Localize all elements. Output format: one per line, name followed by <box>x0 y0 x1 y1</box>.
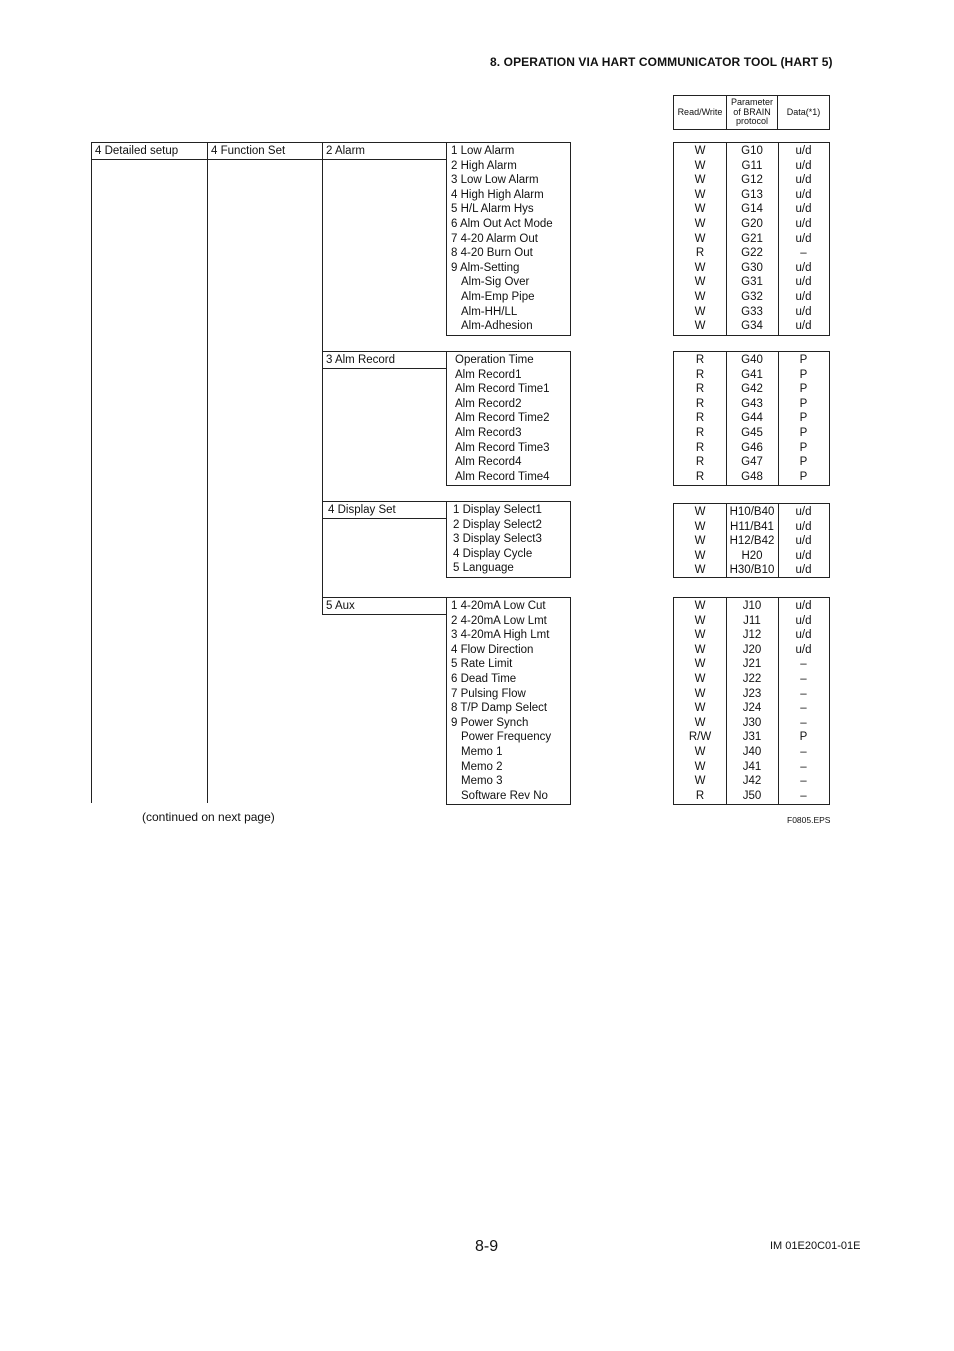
menu-item: Software Rev No <box>461 789 548 802</box>
document-id: IM 01E20C01-01E <box>770 1240 861 1252</box>
menu-item: Alm Record2 <box>455 397 522 410</box>
parameter-cell: G21 <box>741 232 763 245</box>
read-write-cell: W <box>694 520 706 533</box>
menu-item: 9 Alm-Setting <box>451 261 520 274</box>
parameter-cell: G33 <box>741 305 763 318</box>
parameter-cell: G30 <box>741 261 763 274</box>
parameter-cell: G43 <box>741 397 763 410</box>
read-write-cell: W <box>694 629 706 642</box>
data-cell: – <box>800 247 807 260</box>
data-cell: – <box>800 716 807 729</box>
menu-item-list <box>446 351 571 486</box>
menu-item: 8 4-20 Burn Out <box>451 247 533 260</box>
data-cell: P <box>799 354 808 366</box>
data-cell: – <box>800 702 807 715</box>
menu-item: Memo 2 <box>461 760 503 773</box>
parameter-cell: J20 <box>742 643 762 656</box>
menu-item: 2 4-20mA Low Lmt <box>451 614 547 627</box>
header-parameter: Parameter of BRAIN protocol <box>726 96 778 129</box>
parameter-cell: H10/B40 <box>729 506 775 518</box>
menu-item: 5 H/L Alarm Hys <box>451 203 534 216</box>
menu-item-list <box>446 501 571 578</box>
parameter-table <box>673 142 830 336</box>
data-cell: u/d <box>795 217 812 230</box>
parameter-cell: J31 <box>742 731 762 744</box>
read-write-cell: R <box>695 368 705 381</box>
read-write-cell: W <box>694 702 706 715</box>
read-write-cell: R <box>695 354 705 366</box>
read-write-cell: W <box>694 614 706 627</box>
read-write-cell: R/W <box>688 731 712 744</box>
menu-item: Alm-Adhesion <box>461 320 533 333</box>
data-cell: P <box>799 456 808 469</box>
parameter-cell: G48 <box>741 470 763 483</box>
read-write-cell: W <box>694 672 706 685</box>
read-write-cell: W <box>694 535 706 548</box>
menu-item: 8 T/P Damp Select <box>451 702 548 715</box>
menu-item: 1 Display Select1 <box>453 504 542 516</box>
header-data: Data(*1) <box>786 106 821 117</box>
read-write-cell: W <box>694 203 706 216</box>
data-cell: u/d <box>795 629 812 642</box>
read-write-cell: R <box>695 412 705 425</box>
data-cell: u/d <box>795 535 812 548</box>
menu-item: Memo 3 <box>461 775 503 788</box>
parameter-cell: G12 <box>741 174 763 187</box>
read-write-cell: W <box>694 305 706 318</box>
data-cell: – <box>800 760 807 773</box>
read-write-cell: W <box>694 760 706 773</box>
menu-item: 6 Alm Out Act Mode <box>451 217 553 230</box>
parameter-cell: J23 <box>742 687 762 700</box>
parameter-cell: G44 <box>741 412 763 425</box>
parameter-cell: G46 <box>741 441 763 454</box>
parameter-cell: G41 <box>741 368 763 381</box>
menu-item-list <box>446 142 571 336</box>
data-cell: P <box>799 368 808 381</box>
read-write-cell: W <box>694 232 706 245</box>
menu-item: Alm-Sig Over <box>461 276 530 289</box>
read-write-cell: W <box>694 745 706 758</box>
parameter-cell: J10 <box>742 600 762 612</box>
read-write-cell: R <box>695 383 705 396</box>
menu-item: 4 Flow Direction <box>451 643 534 656</box>
data-cell: u/d <box>795 549 812 562</box>
menu-item-list <box>446 597 571 805</box>
menu-item: Alm Record3 <box>455 426 522 439</box>
menu-group-label: 4 Display Set <box>322 501 447 519</box>
parameter-cell: J42 <box>742 775 762 788</box>
parameter-cell: J24 <box>742 702 762 715</box>
parameter-cell: G32 <box>741 290 763 303</box>
data-cell: P <box>799 412 808 425</box>
table-column-header <box>673 95 830 130</box>
menu-level-function-set: 4 Function Set <box>207 142 323 160</box>
read-write-cell: W <box>694 217 706 230</box>
menu-group-label: 5 Aux <box>322 597 447 615</box>
data-cell: – <box>800 687 807 700</box>
menu-item: 4 Display Cycle <box>453 547 533 560</box>
menu-item: 7 4-20 Alarm Out <box>451 232 538 245</box>
read-write-cell: W <box>694 687 706 700</box>
read-write-cell: W <box>694 320 706 333</box>
read-write-cell: R <box>695 426 705 439</box>
data-cell: u/d <box>795 564 812 577</box>
menu-item: Alm Record4 <box>455 456 522 469</box>
menu-group-label: 2 Alarm <box>322 142 447 160</box>
data-cell: u/d <box>795 203 812 216</box>
menu-item: Alm Record1 <box>455 368 522 381</box>
menu-level-detailed-setup: 4 Detailed setup <box>91 142 208 160</box>
menu-item: 1 Low Alarm <box>451 145 515 157</box>
parameter-cell: J30 <box>742 716 762 729</box>
menu-item: 4 High High Alarm <box>451 188 544 201</box>
read-write-cell: W <box>694 276 706 289</box>
parameter-cell: J22 <box>742 672 762 685</box>
parameter-cell: J50 <box>742 789 762 802</box>
read-write-cell: W <box>694 174 706 187</box>
menu-item: 2 Display Select2 <box>453 518 542 531</box>
read-write-cell: R <box>695 470 705 483</box>
menu-item: 5 Rate Limit <box>451 658 513 671</box>
parameter-cell: G34 <box>741 320 763 333</box>
data-cell: u/d <box>795 188 812 201</box>
parameter-cell: G31 <box>741 276 763 289</box>
read-write-cell: W <box>694 261 706 274</box>
data-cell: u/d <box>795 290 812 303</box>
parameter-cell: G47 <box>741 456 763 469</box>
data-cell: P <box>799 470 808 483</box>
menu-item: Alm Record Time3 <box>455 441 550 454</box>
header-read-write: Read/Write <box>677 106 723 117</box>
parameter-cell: G45 <box>741 426 763 439</box>
menu-item: 5 Language <box>453 562 514 575</box>
continued-note: (continued on next page) <box>142 810 275 824</box>
menu-item: Alm Record Time2 <box>455 412 550 425</box>
parameter-cell: H12/B42 <box>729 535 775 548</box>
parameter-cell: G10 <box>741 145 763 157</box>
parameter-cell: J40 <box>742 745 762 758</box>
parameter-cell: G11 <box>741 159 763 172</box>
data-cell: P <box>799 441 808 454</box>
parameter-cell: G22 <box>741 247 763 260</box>
parameter-cell: G40 <box>741 354 763 366</box>
data-cell: u/d <box>795 614 812 627</box>
parameter-cell: J12 <box>742 629 762 642</box>
menu-item: Alm Record Time4 <box>455 470 550 483</box>
read-write-cell: R <box>695 789 705 802</box>
data-cell: – <box>800 672 807 685</box>
menu-item: 1 4-20mA Low Cut <box>451 600 546 612</box>
parameter-table <box>673 597 830 805</box>
group-connector <box>322 159 323 615</box>
page-number: 8-9 <box>475 1238 499 1255</box>
read-write-cell: W <box>694 643 706 656</box>
data-cell: u/d <box>795 320 812 333</box>
data-cell: – <box>800 789 807 802</box>
read-write-cell: R <box>695 397 705 410</box>
data-cell: P <box>799 397 808 410</box>
menu-group-label: 3 Alm Record <box>322 351 447 369</box>
parameter-cell: H30/B10 <box>729 564 775 577</box>
read-write-cell: W <box>694 775 706 788</box>
parameter-cell: H11/B41 <box>730 520 774 533</box>
read-write-cell: R <box>695 441 705 454</box>
data-cell: u/d <box>795 159 812 172</box>
data-cell: u/d <box>795 305 812 318</box>
menu-item: 2 High Alarm <box>451 159 517 172</box>
read-write-cell: W <box>694 159 706 172</box>
read-write-cell: W <box>694 290 706 303</box>
read-write-cell: W <box>694 716 706 729</box>
parameter-table <box>673 351 830 486</box>
menu-item: 3 4-20mA High Lmt <box>451 629 550 642</box>
data-cell: – <box>800 658 807 671</box>
data-cell: – <box>800 745 807 758</box>
data-cell: P <box>799 426 808 439</box>
parameter-cell: G20 <box>741 217 763 230</box>
read-write-cell: W <box>694 145 706 157</box>
read-write-cell: R <box>695 247 705 260</box>
data-cell: u/d <box>795 232 812 245</box>
menu-item: 7 Pulsing Flow <box>451 687 526 700</box>
page-header-title: 8. OPERATION VIA HART COMMUNICATOR TOOL (HART 5) <box>490 55 833 69</box>
data-cell: P <box>799 383 808 396</box>
menu-item: Power Frequency <box>461 731 552 744</box>
data-cell: u/d <box>795 520 812 533</box>
data-cell: u/d <box>795 643 812 656</box>
parameter-cell: H20 <box>741 549 763 562</box>
data-cell: – <box>800 775 807 788</box>
figure-id: F0805.EPS <box>787 815 831 825</box>
read-write-cell: W <box>694 658 706 671</box>
parameter-cell: J21 <box>742 658 762 671</box>
data-cell: u/d <box>795 600 812 612</box>
data-cell: u/d <box>795 261 812 274</box>
data-cell: u/d <box>795 276 812 289</box>
read-write-cell: R <box>695 456 705 469</box>
read-write-cell: W <box>694 549 706 562</box>
read-write-cell: W <box>694 600 706 612</box>
read-write-cell: W <box>694 564 706 577</box>
read-write-cell: W <box>694 506 706 518</box>
data-cell: u/d <box>795 145 812 157</box>
parameter-cell: G14 <box>741 203 763 216</box>
data-cell: u/d <box>795 506 812 518</box>
menu-item: Alm-Emp Pipe <box>461 290 535 303</box>
menu-item: 9 Power Synch <box>451 716 529 729</box>
menu-item: Alm-HH/LL <box>461 305 518 318</box>
parameter-cell: J41 <box>742 760 762 773</box>
data-cell: u/d <box>795 174 812 187</box>
parameter-cell: G13 <box>741 188 763 201</box>
menu-item: 3 Display Select3 <box>453 533 542 546</box>
menu-item: Operation Time <box>455 354 534 366</box>
menu-item: Alm Record Time1 <box>455 383 550 396</box>
parameter-cell: G42 <box>741 383 763 396</box>
menu-item: 6 Dead Time <box>451 672 517 685</box>
read-write-cell: W <box>694 188 706 201</box>
parameter-cell: J11 <box>743 614 761 627</box>
menu-item: Memo 1 <box>461 745 503 758</box>
parameter-table <box>673 503 830 578</box>
data-cell: P <box>799 731 808 744</box>
menu-item: 3 Low Low Alarm <box>451 174 539 187</box>
